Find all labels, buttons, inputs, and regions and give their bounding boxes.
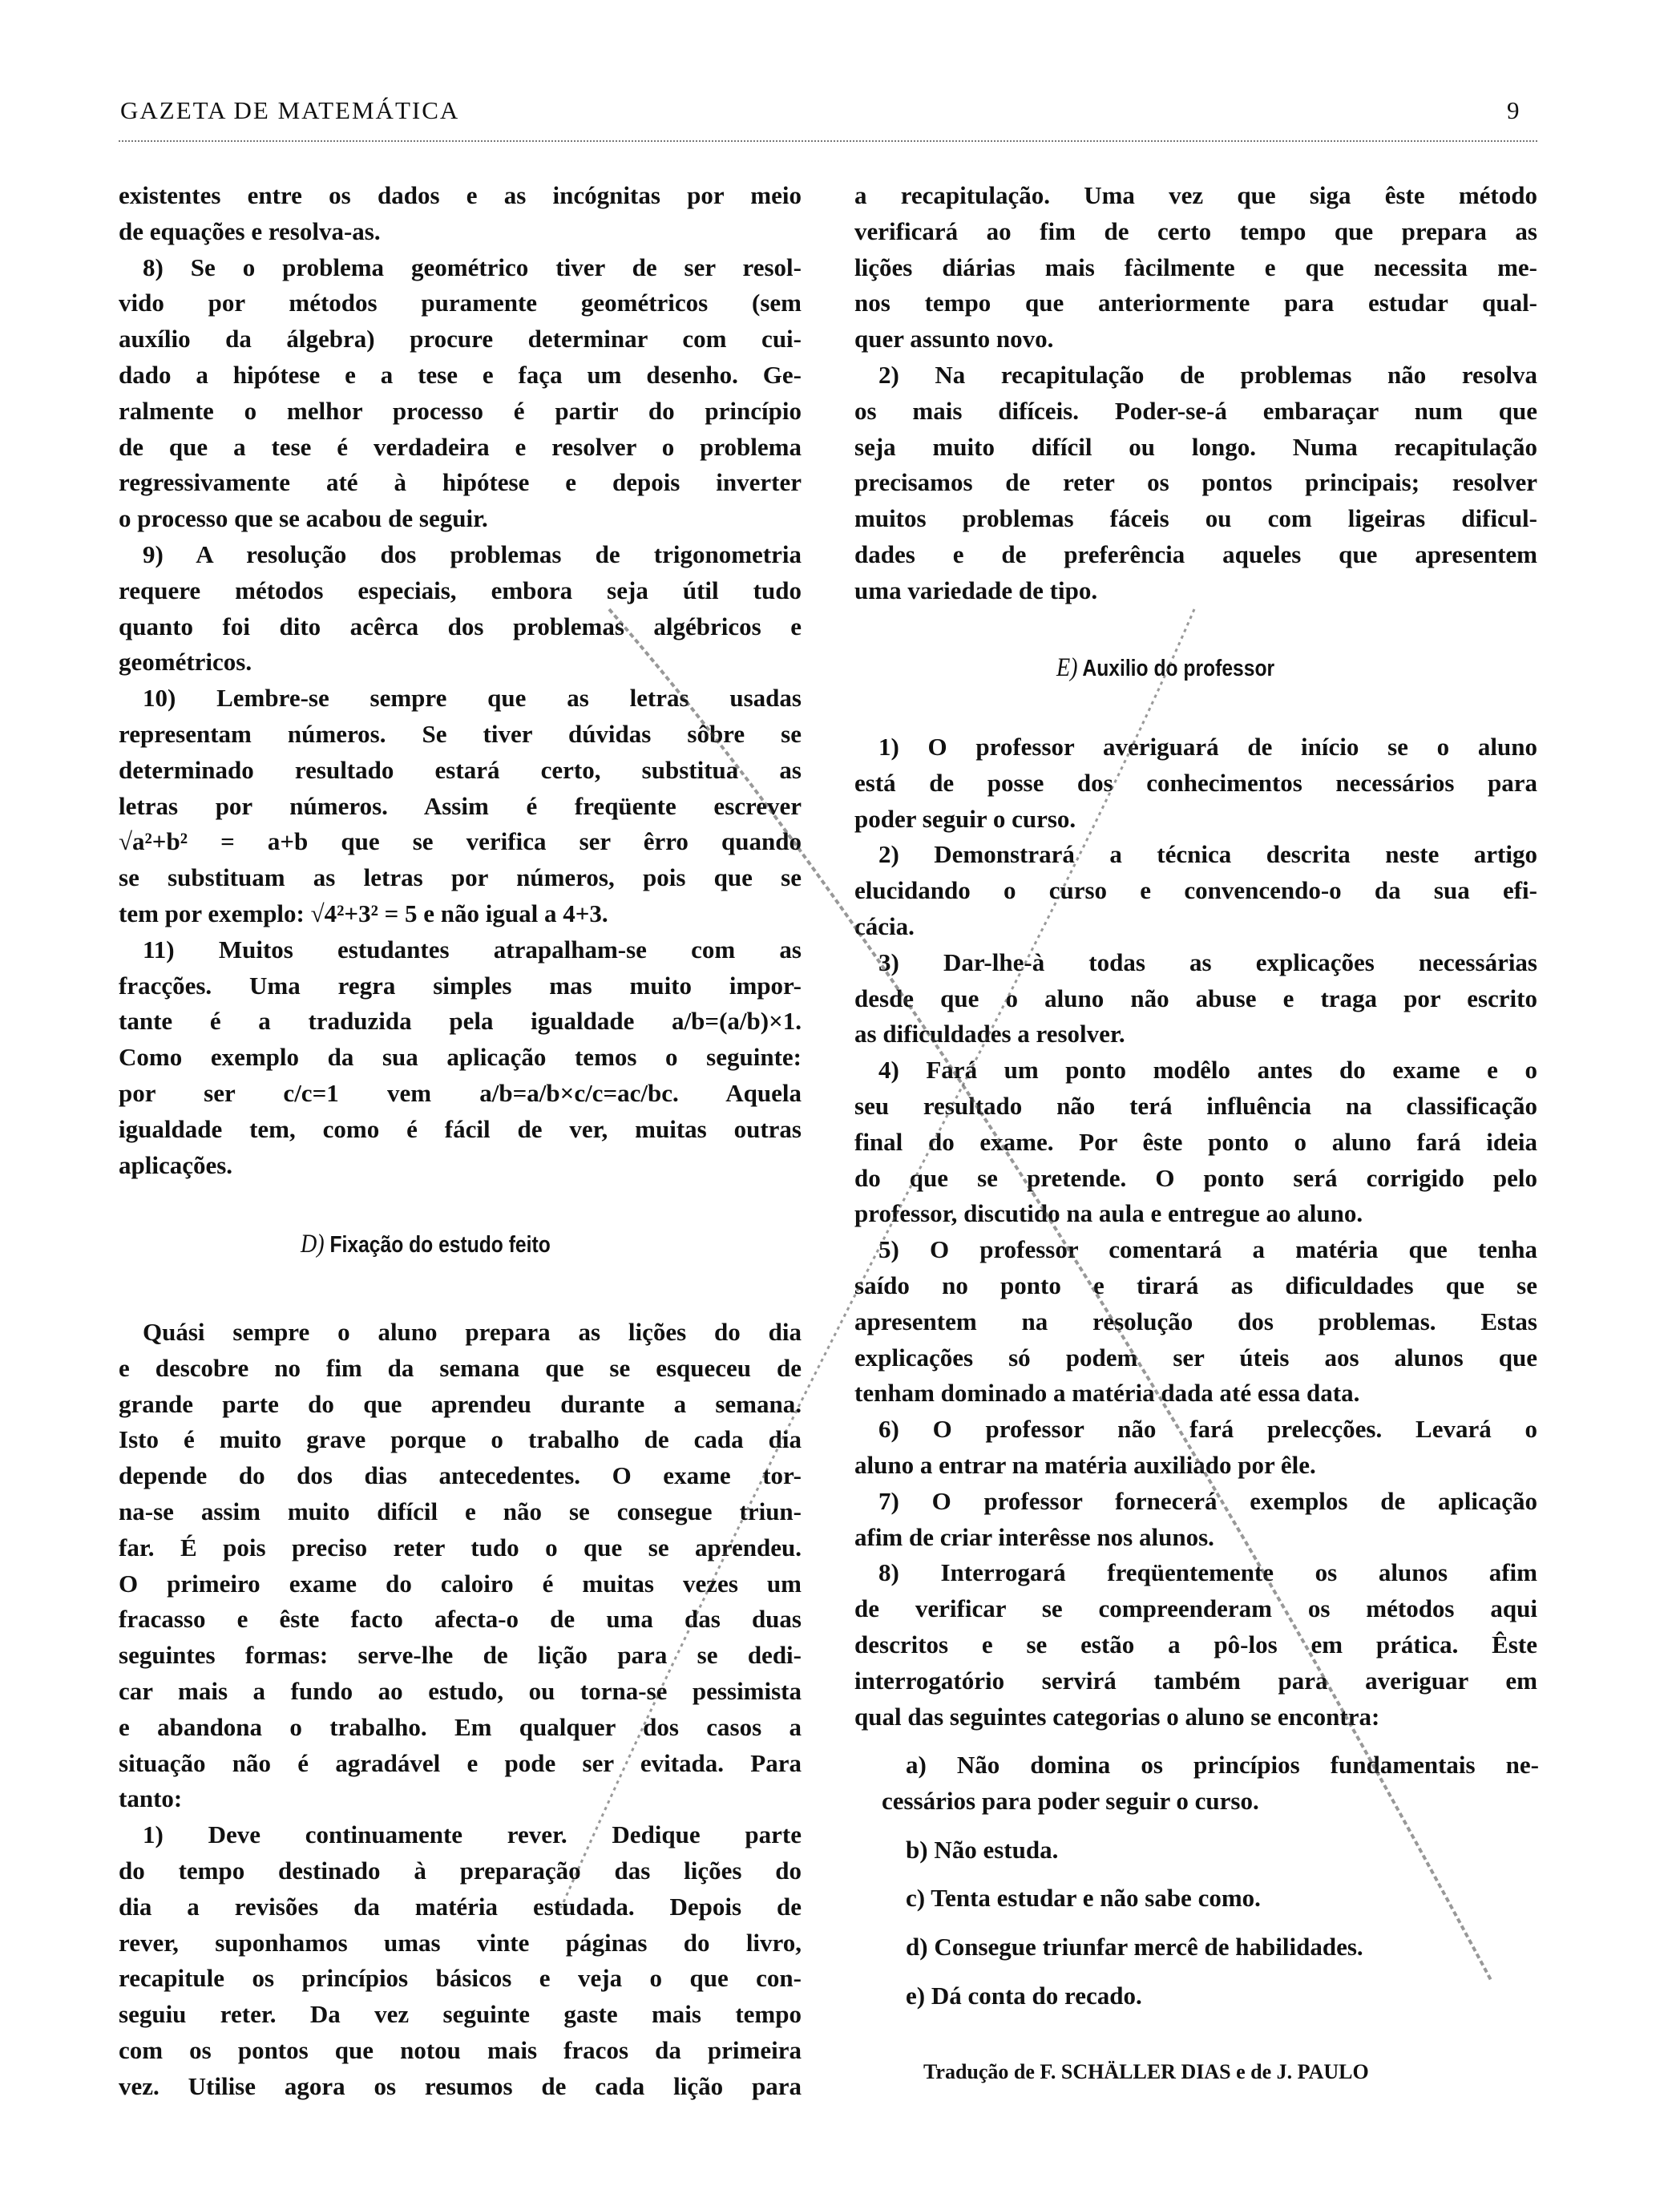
text-line: 7) O professor fornecerá exemplos de aplicação	[878, 1486, 1537, 1515]
text-line: 4) Fará um ponto modêlo antes do exame e o	[878, 1056, 1537, 1085]
text-line: rever, suponhamos umas vinte páginas do livro,	[119, 1928, 802, 1957]
text-line: uma variedade de tipo.	[854, 576, 1098, 604]
left-column-bottom	[119, 1315, 802, 2105]
list-item	[882, 1832, 1539, 1869]
text-line: quanto foi dito acêrca dos problemas algébricos e	[119, 612, 802, 640]
text-line: grande parte do que aprendeu durante a semana.	[119, 1389, 802, 1418]
paragraph	[854, 1052, 1537, 1232]
header-rule	[119, 140, 1537, 142]
text-line: elucidando o curso e convencendo-o da sua efi-	[854, 876, 1537, 905]
paragraph	[854, 178, 1537, 358]
text-line: requere métodos especiais, embora seja útil tudo	[119, 576, 802, 604]
text-line: d) Consegue triunfar mercê de habilidades.	[906, 1933, 1363, 1962]
text-line: na-se assim muito difícil e não se consegue triun-	[119, 1497, 802, 1525]
text-line: de equações e resolva-as.	[119, 216, 381, 245]
text-line: Quási sempre o aluno prepara as lições do dia	[143, 1318, 802, 1346]
text-line: do que se pretende. O ponto será corrigido pelo	[854, 1163, 1537, 1192]
section-title: Fixação do estudo feito	[329, 1232, 551, 1258]
paragraph	[854, 1412, 1537, 1484]
text-line: poder seguir o curso.	[854, 804, 1076, 833]
text-line: do tempo destinado à preparação das lições do	[119, 1856, 802, 1885]
text-line: quer assunto novo.	[854, 325, 1054, 354]
text-line: representam números. Se tiver dúvidas sôbre se	[119, 719, 802, 748]
paragraph	[854, 1484, 1537, 1556]
text-line: 11) Muitos estudantes atrapalham-se com as	[143, 935, 802, 964]
text-line: por ser c/c=1 vem a/b=a/b×c/c=ac/bc. Aquela	[119, 1078, 802, 1107]
text-line: O primeiro exame do caloiro é muitas vezes um	[119, 1569, 802, 1598]
text-line: descritos e se estão a pô-los em prática. Êste	[854, 1630, 1537, 1659]
text-line: verificará ao fim de certo tempo que prepara as	[854, 216, 1537, 245]
text-line: precisamos de reter os pontos principais; resolver	[854, 468, 1537, 497]
text-line: saído no ponto e tirará as dificuldades que se	[854, 1271, 1537, 1299]
section-e-heading	[1056, 653, 1274, 683]
paragraph	[119, 681, 802, 932]
text-line: seja muito difícil ou longo. Numa recapitulação	[854, 432, 1537, 461]
text-line: auxílio da álgebra) procure determinar com cui-	[119, 325, 802, 354]
text-line: apresentem na resolução dos problemas. Estas	[854, 1307, 1537, 1335]
text-line: aplicações.	[119, 1150, 233, 1179]
text-line: e abandona o trabalho. Em qualquer dos casos a	[119, 1712, 802, 1741]
text-line: b) Não estuda.	[906, 1835, 1059, 1864]
translation-credit: Tradução de F. SCHÄLLER DIAS e de J. PAULO	[923, 2060, 1369, 2083]
paragraph	[119, 1817, 802, 2104]
text-line: fracções. Uma regra simples mas muito impor-	[119, 971, 802, 1000]
text-line: 5) O professor comentará a matéria que tenha	[878, 1235, 1537, 1264]
paragraph	[854, 837, 1537, 944]
text-line: recapitule os princípios básicos e veja o que con-	[119, 1964, 802, 1993]
text-line: regressivamente até à hipótese e depois inverter	[119, 468, 802, 497]
text-line: tem por exemplo: √4²+3² = 5 e não igual a 4+3.	[119, 899, 608, 927]
text-line: fracasso e êste facto afecta-o de uma das duas	[119, 1605, 802, 1634]
text-line: seguintes formas: serve-lhe de lição para se dedi-	[119, 1641, 802, 1670]
paragraph	[119, 1315, 802, 1817]
text-line: existentes entre os dados e as incógnitas por meio	[119, 181, 802, 209]
text-line: c) Tenta estudar e não sabe como.	[906, 1884, 1261, 1913]
section-d-heading	[301, 1230, 551, 1259]
page-number: 9	[1507, 96, 1521, 124]
text-line: o processo que se acabou de seguir.	[119, 504, 488, 533]
paragraph	[119, 537, 802, 681]
text-line: dades e de preferência aqueles que apresentem	[854, 539, 1537, 568]
paragraph	[854, 1232, 1537, 1412]
list-item	[882, 1978, 1539, 2014]
section-letter: D)	[301, 1230, 325, 1259]
text-line: muitos problemas fáceis ou com ligeiras dificul-	[854, 504, 1537, 533]
paragraph	[854, 945, 1537, 1052]
category-list	[882, 1747, 1539, 2014]
text-line: de que a tese é verdadeira e resolver o problema	[119, 432, 802, 461]
text-line: 2) Na recapitulação de problemas não resolva	[878, 360, 1537, 389]
text-line: letras por números. Assim é freqüente escrever	[119, 791, 802, 820]
text-line: qual das seguintes categorias o aluno se encontra:	[854, 1702, 1380, 1731]
text-line: professor, discutido na aula e entregue ao aluno.	[854, 1199, 1363, 1228]
text-line: depende do dos dias antecedentes. O exame tor-	[119, 1461, 802, 1490]
left-column-top	[119, 178, 802, 1183]
text-line: explicações só podem ser úteis aos alunos que	[854, 1343, 1537, 1372]
text-line: geométricos.	[119, 648, 252, 677]
paragraph	[119, 250, 802, 537]
text-line: √a²+b² = a+b que se verifica ser êrro quando	[119, 827, 802, 856]
text-line: aluno a entrar na matéria auxiliado por êle.	[854, 1450, 1316, 1479]
text-line: afim de criar interêsse nos alunos.	[854, 1522, 1214, 1551]
text-line: Como exemplo da sua aplicação temos o seguinte:	[119, 1043, 802, 1072]
list-item	[882, 1929, 1539, 1966]
text-line: dia a revisões da matéria estudada. Depois de	[119, 1892, 802, 1921]
journal-title: GAZETA DE MATEMÁTICA	[120, 96, 460, 124]
text-line: 1) O professor averiguará de início se o aluno	[878, 733, 1537, 761]
text-line: 3) Dar-lhe-à todas as explicações necessárias	[878, 947, 1537, 976]
text-line: 8) Se o problema geométrico tiver de ser resol-	[143, 253, 802, 281]
list-item	[882, 1747, 1539, 1820]
text-line: seu resultado não terá influência na classificação	[854, 1091, 1537, 1120]
text-line: a recapitulação. Uma vez que siga êste método	[854, 181, 1537, 209]
text-line: interrogatório servirá também para averiguar em	[854, 1666, 1537, 1695]
text-line: vido por métodos puramente geométricos (sem	[119, 289, 802, 317]
text-line: e) Dá conta do recado.	[906, 1981, 1142, 2010]
paragraph	[854, 729, 1537, 837]
text-line: 2) Demonstrará a técnica descrita neste artigo	[878, 840, 1537, 869]
text-line: 10) Lembre-se sempre que as letras usadas	[143, 684, 802, 713]
text-line: tante é a traduzida pela igualdade a/b=(a/b)×1.	[119, 1007, 802, 1036]
text-line: ralmente o melhor processo é partir do princípio	[119, 396, 802, 425]
text-line: far. É pois preciso reter tudo o que se aprendeu.	[119, 1533, 802, 1562]
right-column-top	[854, 178, 1537, 609]
text-line: seguiu reter. Da vez seguinte gaste mais tempo	[119, 2000, 802, 2029]
text-line: situação não é agradável e pode ser evitada. Para	[119, 1748, 802, 1777]
text-line: cessários para poder seguir o curso.	[882, 1786, 1259, 1815]
text-line: nos tempo que anteriormente para estudar qual-	[854, 289, 1537, 317]
text-line: 9) A resolução dos problemas de trigonometria	[143, 539, 802, 568]
text-line: car mais a fundo ao estudo, ou torna-se pessimista	[119, 1676, 802, 1705]
paragraph	[854, 358, 1537, 609]
text-line: cácia.	[854, 911, 915, 940]
text-line: está de posse dos conhecimentos necessários para	[854, 768, 1537, 797]
text-line: tenham dominado a matéria dada até essa data.	[854, 1379, 1360, 1408]
text-line: 8) Interrogará freqüentemente os alunos afim	[878, 1558, 1537, 1587]
text-line: vez. Utilise agora os resumos de cada lição para	[119, 2071, 802, 2100]
text-line: lições diárias mais fàcilmente e que necessita me-	[854, 253, 1537, 281]
text-line: tanto:	[119, 1784, 183, 1813]
list-item	[882, 1881, 1539, 1917]
text-line: com os pontos que notou mais fracos da primeira	[119, 2035, 802, 2064]
text-line: as dificuldades a resolver.	[854, 1020, 1125, 1048]
text-line: 1) Deve continuamente rever. Dedique parte	[143, 1820, 802, 1849]
right-column-bottom	[854, 729, 1537, 1735]
section-title: Auxilio do professor	[1082, 656, 1275, 681]
text-line: 6) O professor não fará prelecções. Levará o	[878, 1415, 1537, 1444]
text-line: determinado resultado estará certo, substitua as	[119, 755, 802, 784]
text-line: os mais difíceis. Poder-se-á embaraçar num que	[854, 396, 1537, 425]
paragraph	[119, 178, 802, 250]
text-line: Isto é muito grave porque o trabalho de cada dia	[119, 1425, 802, 1454]
text-line: dado a hipótese e a tese e faça um desenho. Ge-	[119, 360, 802, 389]
text-line: igualdade tem, como é fácil de ver, muitas outras	[119, 1114, 802, 1143]
text-line: e descobre no fim da semana que se esqueceu de	[119, 1353, 802, 1382]
text-line: de verificar se compreenderam os métodos aqui	[854, 1594, 1537, 1623]
paragraph	[119, 932, 802, 1184]
section-letter: E)	[1056, 653, 1078, 682]
text-line: se substituam as letras por números, pois que se	[119, 863, 802, 892]
text-line: a) Não domina os princípios fundamentais ne-	[906, 1751, 1539, 1779]
paragraph	[854, 1555, 1537, 1735]
text-line: desde que o aluno não abuse e traga por escrito	[854, 984, 1537, 1012]
text-line: final do exame. Por êste ponto o aluno fará ideia	[854, 1127, 1537, 1156]
